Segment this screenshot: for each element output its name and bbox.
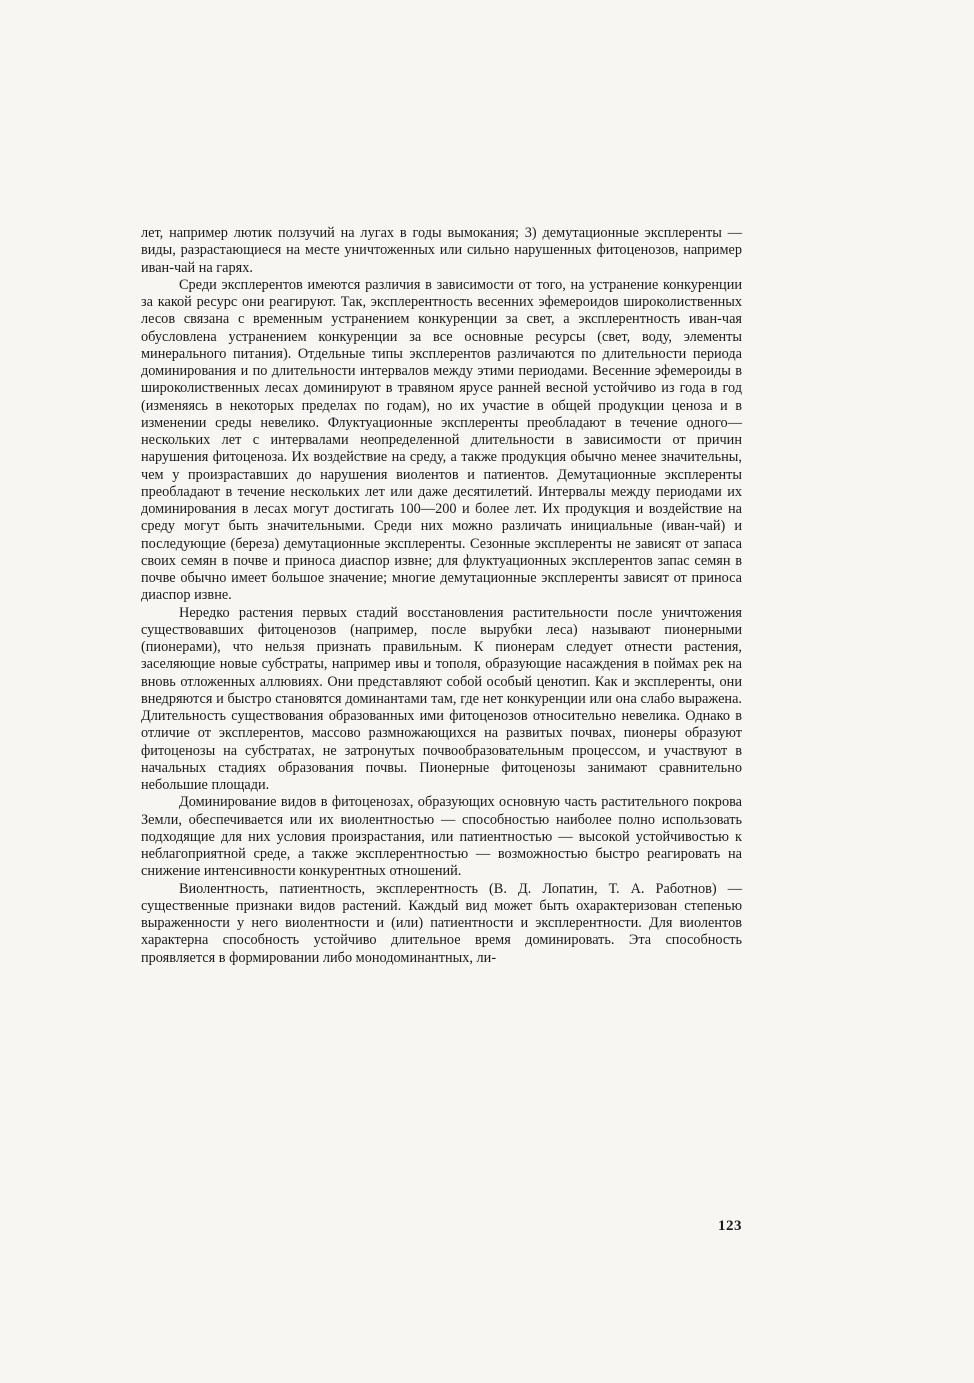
paragraph-dominance: Доминирование видов в фитоценозах, образующих основную часть растительного покрова Земли, обеспечивается или их виолентностью — способностью наиболее полно использовать подходящие для них условия произрастания, или патиентностью — высокой устойчивостью к неблагоприятной среде, а также эксплерентностью — возможностью быстро реагировать на снижение интенсивности конкурентных отношений. [141, 794, 742, 880]
paragraph-violence-patience: Виолентность, патиентность, эксплерентность (В. Д. Лопатин, Т. А. Работнов) — существенные признаки видов растений. Каждый вид может быть охарактеризован степенью выраженности у него виолентности и (или) патиентности и эксплерентности. Для виолентов характерна способность устойчиво длительное время доминировать. Эта способность проявляется в формировании либо монодоминантных, ли- [141, 880, 742, 966]
paragraph-continued: лет, например лютик ползучий на лугах в годы вымокания; 3) демутационные эксплеренты — виды, разрастающиеся на месте уничтоженных или сильно нарушенных фитоценозов, например иван-чай на гарях. [141, 225, 742, 276]
page-number: 123 [718, 1218, 742, 1234]
page-body [141, 225, 742, 967]
paragraph-pioneers: Нередко растения первых стадий восстановления растительности после уничтожения существовавших фитоценозов (например, после вырубки леса) называют пионерными (пионерами), что нельзя признать правильным. К пионерам следует отнести растения, заселяющие новые субстраты, например ивы и тополя, образующие насаждения в поймах рек на вновь отложенных аллювиях. Они представляют собой особый ценотип. Как и эксплеренты, они внедряются и быстро становятся доминантами там, где нет конкуренции или она слабо выражена. Длительность существования образованных ими фитоценозов относительно невелика. Однако в отличие от эксплерентов, массово размножающихся на развитых почвах, пионеры образуют фитоценозы на субстратах, не затронутых почвообразовательным процессом, и участвуют в начальных стадиях образования почвы. Пионерные фитоценозы занимают сравнительно небольшие площади. [141, 604, 742, 793]
paragraph-explerents-differences: Среди эксплерентов имеются различия в зависимости от того, на устранение конкуренции за какой ресурс они реагируют. Так, эксплерентность весенних эфемероидов широколиственных лесов связана с временным устранением конкуренции за свет, а эксплерентность иван-чая обусловлена устранением конкуренции за все основные ресурсы (свет, воду, элементы минерального питания). Отдельные типы эксплерентов различаются по длительности периода доминирования и по длительности интервалов между этими периодами. Весенние эфемероиды в широколиственных лесах доминируют в травяном ярусе ранней весной устойчиво из года в год (изменяясь в некоторых пределах по годам), но их участие в общей продукции ценоза и в изменении среды невелико. Флуктуационные эксплеренты преобладают в течение одного—нескольких лет с интервалами неопределенной длительности в зависимости от причин нарушения фитоценоза. Их воздействие на среду, а также продукция обычно менее значительны, чем у произраставших до нарушения виолентов и патиентов. Демутационные эксплеренты преобладают в течение нескольких лет или даже десятилетий. Интервалы между периодами их доминирования в лесах могут достигать 100—200 и более лет. Их продукция и воздействие на среду могут быть значительными. Среди них можно различать инициальные (иван-чай) и последующие (береза) демутационные эксплеренты. Сезонные эксплеренты не зависят от запаса своих семян в почве и приноса диаспор извне; для флуктуационных эксплерентов запас семян в почве обычно имеет большое значение; многие демутационные эксплеренты зависят от приноса диаспор извне. [141, 276, 742, 604]
